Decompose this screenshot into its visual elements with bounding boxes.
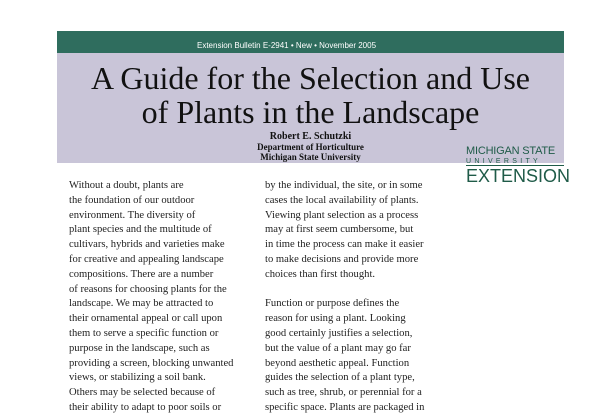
body-line: providing a screen, blocking unwanted [69,357,234,369]
body-line: Viewing plant selection as a process [265,209,419,221]
logo-line-3: EXTENSION [466,166,571,186]
body-line: guides the selection of a plant type, [265,372,415,384]
logo-line-2: UNIVERSITY [466,158,542,165]
body-line: of reasons for choosing plants for the [69,283,227,295]
body-line: choices than first thought. [265,268,376,280]
right-column [265,179,455,416]
body-line: in time the process can make it easier [265,239,424,251]
logo-line-1: MICHIGAN STATE [466,145,556,157]
body-line: Function or purpose defines the [265,298,400,310]
paragraph-gap [265,283,455,298]
body-line: cases the local availability of plants. [265,194,419,206]
body-line: Others may be selected because of [69,387,216,399]
bulletin-info: Extension Bulletin E-2941 • New • November 2005 [197,41,377,50]
title-line-2: of Plants in the Landscape [141,94,480,130]
body-line: good certainly justifies a selection, [265,327,413,339]
body-line: them to serve a specific function or [69,327,219,339]
body-line: such as tree, shrub, or perennial for a [265,387,422,399]
body-line: Without a doubt, plants are [69,180,184,191]
body-line: environment. The diversity of [69,209,196,221]
author-name: Robert E. Schutzki [269,131,352,142]
body-line: landscape. We may be attracted to [69,298,214,310]
body-line: their ornamental appeal or call upon [69,313,223,325]
body-line: the foundation of our outdoor [69,194,195,206]
body-line: cultivars, hybrids and varieties make [69,239,225,251]
body-line: plant species and the multitude of [69,224,212,236]
department: Department of Horticulture [257,142,364,152]
document-title [57,61,564,129]
body-line: by the individual, the site, or in some [265,180,423,191]
body-line: to make decisions and provide more [265,253,419,265]
body-line: purpose in the landscape, such as [69,342,210,354]
bulletin-band [57,31,564,53]
left-column [69,179,249,416]
body-line: specific space. Plants are packaged in [265,401,425,413]
msu-extension-logo [466,145,571,187]
body-line: for creative and appealing landscape [69,253,224,265]
university: Michigan State University [260,152,361,162]
body-line: compositions. There are a number [69,268,214,280]
logo-underline [466,165,564,166]
body-line: but the value of a plant may go far [265,342,411,354]
title-line-1: A Guide for the Selection and Use [91,60,530,96]
body-line: beyond aesthetic appeal. Function [265,357,410,369]
body-line: views, or stabilizing a soil bank. [69,372,206,384]
body-line: their ability to adapt to poor soils or [69,401,222,413]
body-line: reason for using a plant. Looking [265,313,406,325]
body-line: may at first seem cumbersome, but [265,224,414,236]
